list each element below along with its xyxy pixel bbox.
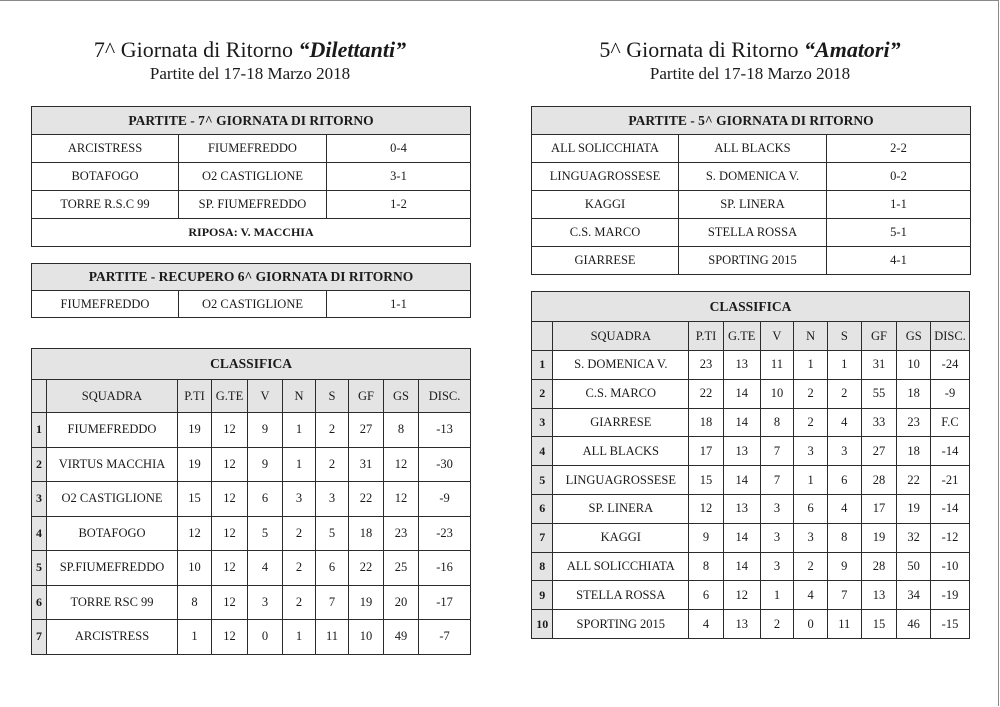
games-played: 12	[212, 447, 248, 482]
goals-for: 10	[349, 620, 384, 655]
points: 22	[689, 379, 724, 408]
column-header: GS	[897, 322, 931, 351]
games-played: 12	[212, 620, 248, 655]
home-team: LINGUAGROSSESE	[532, 163, 679, 191]
left-title	[0, 37, 500, 63]
wins: 0	[248, 620, 283, 655]
goals-for: 31	[861, 351, 897, 380]
games-played: 12	[723, 581, 760, 610]
match-row	[532, 247, 971, 275]
losses: 5	[316, 516, 349, 551]
standings-row	[32, 551, 471, 586]
draws: 2	[283, 516, 316, 551]
right-title-prefix: 5^ Giornata di Ritorno	[599, 37, 805, 62]
team-name: GIARRESE	[553, 408, 689, 437]
position: 7	[32, 620, 47, 655]
column-header: P.TI	[689, 322, 724, 351]
goals-for: 22	[349, 482, 384, 517]
wins: 10	[760, 379, 794, 408]
games-played: 13	[723, 494, 760, 523]
losses: 11	[827, 610, 861, 639]
standings-row	[532, 466, 970, 495]
losses: 2	[316, 413, 349, 448]
goals-against: 34	[897, 581, 931, 610]
column-header: V	[760, 322, 794, 351]
goals-against: 23	[897, 408, 931, 437]
left-heading	[0, 37, 500, 85]
points: 9	[689, 523, 724, 552]
wins: 1	[760, 581, 794, 610]
goals-against: 46	[897, 610, 931, 639]
standings-column-header	[532, 322, 970, 351]
column-header: DISC.	[419, 380, 471, 413]
losses: 4	[827, 408, 861, 437]
goals-for: 18	[349, 516, 384, 551]
goals-against: 20	[384, 585, 419, 620]
standings-row	[532, 581, 970, 610]
standings-row	[532, 408, 970, 437]
right-title	[500, 37, 1000, 63]
discipline: -12	[931, 523, 970, 552]
column-header: SQUADRA	[553, 322, 689, 351]
games-played: 13	[723, 351, 760, 380]
column-header: S	[316, 380, 349, 413]
home-team: KAGGI	[532, 191, 679, 219]
team-name: ARCISTRESS	[47, 620, 178, 655]
goals-against: 22	[897, 466, 931, 495]
discipline: F.C	[931, 408, 970, 437]
goals-against: 18	[897, 437, 931, 466]
wins: 2	[760, 610, 794, 639]
goals-against: 49	[384, 620, 419, 655]
team-name: FIUMEFREDDO	[47, 413, 178, 448]
position: 5	[532, 466, 553, 495]
team-name: SPORTING 2015	[553, 610, 689, 639]
left-title-category: “Dilettanti”	[298, 37, 407, 62]
points: 19	[178, 447, 212, 482]
position: 6	[32, 585, 47, 620]
goals-against: 10	[897, 351, 931, 380]
goals-against: 23	[384, 516, 419, 551]
right-standings-heading: CLASSIFICA	[532, 292, 970, 322]
draws: 1	[283, 620, 316, 655]
away-team: SP. LINERA	[679, 191, 827, 219]
games-played: 14	[723, 552, 760, 581]
standings-row	[532, 523, 970, 552]
team-name: C.S. MARCO	[553, 379, 689, 408]
draws: 1	[794, 351, 828, 380]
goals-against: 19	[897, 494, 931, 523]
goals-for: 55	[861, 379, 897, 408]
discipline: -13	[419, 413, 471, 448]
wins: 11	[760, 351, 794, 380]
points: 12	[178, 516, 212, 551]
right-title-category: “Amatori”	[804, 37, 901, 62]
losses: 2	[316, 447, 349, 482]
draws: 2	[794, 379, 828, 408]
rest-team-note: RIPOSA: V. MACCHIA	[32, 219, 471, 247]
standings-row	[32, 482, 471, 517]
standings-row	[532, 437, 970, 466]
games-played: 12	[212, 482, 248, 517]
games-played: 14	[723, 523, 760, 552]
losses: 4	[827, 494, 861, 523]
losses: 8	[827, 523, 861, 552]
standings-row	[532, 351, 970, 380]
match-score: 0-2	[827, 163, 971, 191]
goals-for: 31	[349, 447, 384, 482]
match-row	[532, 191, 971, 219]
goals-for: 19	[861, 523, 897, 552]
right-subtitle: Partite del 17-18 Marzo 2018	[649, 64, 851, 83]
losses: 7	[316, 585, 349, 620]
draws: 3	[794, 523, 828, 552]
losses: 7	[827, 581, 861, 610]
position: 7	[532, 523, 553, 552]
right-heading	[500, 37, 1000, 85]
left-recovery-table	[31, 263, 471, 318]
standings-row	[32, 620, 471, 655]
losses: 3	[316, 482, 349, 517]
position: 8	[532, 552, 553, 581]
left-subtitle: Partite del 17-18 Marzo 2018	[149, 64, 351, 83]
games-played: 14	[723, 408, 760, 437]
away-team: O2 CASTIGLIONE	[179, 291, 327, 318]
discipline: -19	[931, 581, 970, 610]
home-team: C.S. MARCO	[532, 219, 679, 247]
match-row	[532, 163, 971, 191]
goals-against: 12	[384, 447, 419, 482]
draws: 2	[283, 551, 316, 586]
column-header: G.TE	[212, 380, 248, 413]
home-team: ALL SOLICCHIATA	[532, 135, 679, 163]
column-header: DISC.	[931, 322, 970, 351]
right-matches-heading: PARTITE - 5^ GIORNATA DI RITORNO	[532, 107, 971, 135]
team-name: LINGUAGROSSESE	[553, 466, 689, 495]
away-team: SP. FIUMEFREDDO	[179, 191, 327, 219]
position: 5	[32, 551, 47, 586]
draws: 0	[794, 610, 828, 639]
games-played: 12	[212, 551, 248, 586]
standings-row	[32, 413, 471, 448]
match-row	[32, 163, 471, 191]
discipline: -9	[419, 482, 471, 517]
points: 8	[178, 585, 212, 620]
goals-for: 33	[861, 408, 897, 437]
home-team: GIARRESE	[532, 247, 679, 275]
discipline: -30	[419, 447, 471, 482]
points: 1	[178, 620, 212, 655]
draws: 4	[794, 581, 828, 610]
losses: 6	[827, 466, 861, 495]
column-header: P.TI	[178, 380, 212, 413]
standings-row	[532, 610, 970, 639]
home-team: BOTAFOGO	[32, 163, 179, 191]
discipline: -16	[419, 551, 471, 586]
losses: 2	[827, 379, 861, 408]
column-header: N	[794, 322, 828, 351]
standings-row	[32, 516, 471, 551]
team-name: SP.FIUMEFREDDO	[47, 551, 178, 586]
discipline: -15	[931, 610, 970, 639]
column-header: GF	[861, 322, 897, 351]
position: 2	[532, 379, 553, 408]
goals-for: 15	[861, 610, 897, 639]
standings-row	[32, 585, 471, 620]
points: 19	[178, 413, 212, 448]
wins: 3	[248, 585, 283, 620]
position: 4	[532, 437, 553, 466]
position: 10	[532, 610, 553, 639]
match-score: 5-1	[827, 219, 971, 247]
draws: 3	[794, 437, 828, 466]
points: 15	[178, 482, 212, 517]
away-team: ALL BLACKS	[679, 135, 827, 163]
right-standings-table	[531, 291, 970, 639]
match-score: 0-4	[327, 135, 471, 163]
standings-column-header	[32, 380, 471, 413]
column-header: SQUADRA	[47, 380, 178, 413]
points: 23	[689, 351, 724, 380]
team-name: KAGGI	[553, 523, 689, 552]
match-row	[32, 291, 471, 318]
home-team: ARCISTRESS	[32, 135, 179, 163]
right-matches-table	[531, 106, 971, 275]
goals-against: 32	[897, 523, 931, 552]
games-played: 14	[723, 379, 760, 408]
points: 8	[689, 552, 724, 581]
team-name: VIRTUS MACCHIA	[47, 447, 178, 482]
losses: 11	[316, 620, 349, 655]
wins: 7	[760, 437, 794, 466]
position: 3	[532, 408, 553, 437]
team-name: STELLA ROSSA	[553, 581, 689, 610]
points: 15	[689, 466, 724, 495]
goals-for: 28	[861, 466, 897, 495]
position-column-header	[32, 380, 47, 413]
draws: 3	[283, 482, 316, 517]
draws: 6	[794, 494, 828, 523]
match-score: 2-2	[827, 135, 971, 163]
wins: 6	[248, 482, 283, 517]
position: 9	[532, 581, 553, 610]
points: 4	[689, 610, 724, 639]
goals-for: 27	[349, 413, 384, 448]
points: 10	[178, 551, 212, 586]
match-score: 1-2	[327, 191, 471, 219]
goals-for: 19	[349, 585, 384, 620]
goals-against: 12	[384, 482, 419, 517]
left-matches-table	[31, 106, 471, 247]
goals-for: 27	[861, 437, 897, 466]
goals-for: 22	[349, 551, 384, 586]
draws: 2	[794, 408, 828, 437]
goals-against: 8	[384, 413, 419, 448]
team-name: ALL SOLICCHIATA	[553, 552, 689, 581]
games-played: 12	[212, 585, 248, 620]
points: 6	[689, 581, 724, 610]
team-name: TORRE RSC 99	[47, 585, 178, 620]
away-team: FIUMEFREDDO	[179, 135, 327, 163]
away-team: O2 CASTIGLIONE	[179, 163, 327, 191]
goals-against: 25	[384, 551, 419, 586]
position-column-header	[532, 322, 553, 351]
games-played: 14	[723, 466, 760, 495]
position: 4	[32, 516, 47, 551]
draws: 1	[794, 466, 828, 495]
losses: 9	[827, 552, 861, 581]
position: 6	[532, 494, 553, 523]
points: 18	[689, 408, 724, 437]
discipline: -21	[931, 466, 970, 495]
discipline: -17	[419, 585, 471, 620]
draws: 1	[283, 447, 316, 482]
team-name: SP. LINERA	[553, 494, 689, 523]
match-row	[532, 135, 971, 163]
wins: 9	[248, 413, 283, 448]
away-team: STELLA ROSSA	[679, 219, 827, 247]
match-score: 3-1	[327, 163, 471, 191]
games-played: 13	[723, 437, 760, 466]
team-name: O2 CASTIGLIONE	[47, 482, 178, 517]
points: 12	[689, 494, 724, 523]
left-recovery-heading: PARTITE - RECUPERO 6^ GIORNATA DI RITORNO	[32, 264, 471, 291]
discipline: -9	[931, 379, 970, 408]
losses: 3	[827, 437, 861, 466]
wins: 3	[760, 494, 794, 523]
left-standings-heading: CLASSIFICA	[32, 349, 471, 380]
points: 17	[689, 437, 724, 466]
standings-row	[32, 447, 471, 482]
wins: 4	[248, 551, 283, 586]
away-team: SPORTING 2015	[679, 247, 827, 275]
match-row	[32, 191, 471, 219]
draws: 1	[283, 413, 316, 448]
position: 1	[32, 413, 47, 448]
discipline: -10	[931, 552, 970, 581]
games-played: 12	[212, 413, 248, 448]
standings-row	[532, 379, 970, 408]
team-name: ALL BLACKS	[553, 437, 689, 466]
wins: 9	[248, 447, 283, 482]
discipline: -14	[931, 437, 970, 466]
column-header: G.TE	[723, 322, 760, 351]
goals-against: 18	[897, 379, 931, 408]
position: 2	[32, 447, 47, 482]
draws: 2	[794, 552, 828, 581]
games-played: 13	[723, 610, 760, 639]
match-score: 4-1	[827, 247, 971, 275]
column-header: S	[827, 322, 861, 351]
goals-for: 28	[861, 552, 897, 581]
wins: 3	[760, 523, 794, 552]
position: 1	[532, 351, 553, 380]
goals-against: 50	[897, 552, 931, 581]
team-name: S. DOMENICA V.	[553, 351, 689, 380]
discipline: -24	[931, 351, 970, 380]
match-score: 1-1	[827, 191, 971, 219]
column-header: GS	[384, 380, 419, 413]
column-header: GF	[349, 380, 384, 413]
wins: 3	[760, 552, 794, 581]
match-row	[32, 135, 471, 163]
wins: 5	[248, 516, 283, 551]
match-row	[532, 219, 971, 247]
match-score: 1-1	[327, 291, 471, 318]
wins: 8	[760, 408, 794, 437]
discipline: -7	[419, 620, 471, 655]
left-matches-heading: PARTITE - 7^ GIORNATA DI RITORNO	[32, 107, 471, 135]
position: 3	[32, 482, 47, 517]
goals-for: 13	[861, 581, 897, 610]
discipline: -23	[419, 516, 471, 551]
home-team: FIUMEFREDDO	[32, 291, 179, 318]
column-header: N	[283, 380, 316, 413]
standings-row	[532, 552, 970, 581]
draws: 2	[283, 585, 316, 620]
losses: 1	[827, 351, 861, 380]
discipline: -14	[931, 494, 970, 523]
away-team: S. DOMENICA V.	[679, 163, 827, 191]
left-standings-table	[31, 348, 471, 655]
standings-row	[532, 494, 970, 523]
left-title-prefix: 7^ Giornata di Ritorno	[93, 37, 299, 62]
losses: 6	[316, 551, 349, 586]
column-header: V	[248, 380, 283, 413]
goals-for: 17	[861, 494, 897, 523]
team-name: BOTAFOGO	[47, 516, 178, 551]
wins: 7	[760, 466, 794, 495]
games-played: 12	[212, 516, 248, 551]
home-team: TORRE R.S.C 99	[32, 191, 179, 219]
